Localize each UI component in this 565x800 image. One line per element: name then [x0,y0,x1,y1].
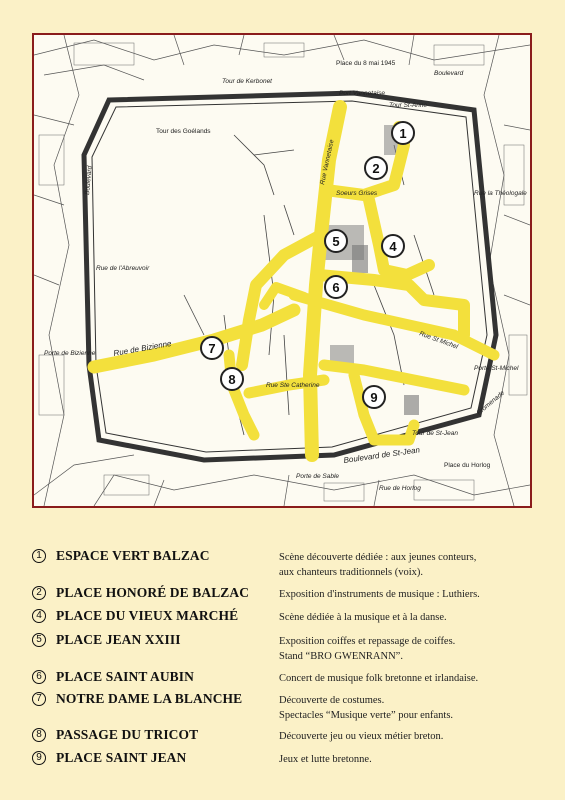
legend-number: 9 [32,751,46,765]
desc-line: Scène découverte dédiée : aux jeunes conteurs, [279,552,477,563]
legend-number: 6 [32,670,46,684]
legend-description [279,587,544,602]
label-porte-vannetaise: Port Vannetaise [339,90,386,97]
town-map [32,33,532,508]
marker-7-num: 7 [208,341,216,356]
label-porte-sable: Porte de Sable [296,473,340,480]
marker-2[interactable] [365,157,387,179]
marker-6-num: 6 [332,280,340,295]
marker-5[interactable] [325,230,347,252]
label-tour-st-anne: Tour St-Anne [389,102,428,109]
legend-description [279,752,544,767]
legend-place: PLACE SAINT JEAN [56,750,187,765]
legend-description [279,671,544,686]
legend-description [279,693,544,723]
label-promenade: Promenade [475,389,507,417]
rampart-outer [84,93,496,460]
label-rue-vannetaise: Rue Vannetaise [319,138,336,186]
desc-line: Exposition coiffes et repassage de coiffes. [279,636,456,647]
desc-line: Concert de musique folk bretonne et irlandaise. [279,673,479,684]
festival-route [94,107,494,455]
label-tour-kerbonnet: Tour de Kerbonet [222,78,272,85]
label-rue-horlog: Rue de Horlog [379,485,421,492]
label-place-horlog: Place du Horlog [444,462,491,469]
legend-number: 4 [32,609,46,623]
desc-line: Jeux et lutte bretonne. [279,754,372,765]
marker-7[interactable] [201,337,223,359]
label-rue-theologale: Rue la Théologale [474,190,527,197]
legend-description [279,634,544,664]
legend-place: PLACE HONORÉ DE BALZAC [56,585,250,600]
legend-place: PLACE DU VIEUX MARCHÉ [56,608,239,623]
marker-8[interactable] [221,368,243,390]
label-tour-goelands: Tour des Goélands [156,128,211,135]
marker-1-num: 1 [399,126,407,141]
marker-2-num: 2 [372,161,380,176]
legend-number: 8 [32,728,46,742]
desc-line: Découverte jeu ou vieux métier breton. [279,731,444,742]
marker-9-num: 9 [370,390,378,405]
legend-number: 2 [32,586,46,600]
legend-place: PLACE SAINT AUBIN [56,669,194,684]
marker-6[interactable] [325,276,347,298]
label-rue-lavoir: Rue de l'Abreuvoir [96,265,150,272]
legend-place: PLACE JEAN XXIII [56,632,181,647]
desc-line: Stand “BRO GWENRANN”. [279,651,403,662]
label-boulevard-top: Boulevard [434,70,464,77]
marker-9[interactable] [363,386,385,408]
label-porte-st-michel: Porte St-Michel [474,365,519,372]
label-rue-ste-catherine: Rue Ste Catherine [266,382,320,389]
legend-description [279,610,544,625]
label-rue-bizienne: Rue de Bizienne [112,338,173,358]
label-rue-st-michel: Rue St Michel [418,330,459,351]
map-drawing [34,35,530,506]
desc-line: Scène dédiée à la musique et à la danse. [279,612,447,623]
legend-number: 5 [32,633,46,647]
label-boulevard-bottom: Boulevard de St-Jean [343,445,421,465]
legend-place: ESPACE VERT BALZAC [56,548,210,563]
marker-1[interactable] [392,122,414,144]
marker-4[interactable] [382,235,404,257]
desc-line: aux chanteurs traditionnels (voix). [279,567,424,578]
marker-5-num: 5 [332,234,340,249]
desc-line: Exposition d'instruments de musique : Luthiers. [279,589,480,600]
label-porte-bizienne: Porte de Bizienne [44,350,96,357]
legend-description [279,550,544,580]
legend-description [279,729,544,744]
label-boulevard-left: Boulevard [84,165,94,196]
marker-4-num: 4 [389,239,397,254]
legend-number: 1 [32,549,46,563]
label-place-8mai: Place du 8 mai 1945 [336,60,396,67]
label-soeurs-grises: Soeurs Grises [336,190,378,197]
legend-place: PASSAGE DU TRICOT [56,727,199,742]
legend-number: 7 [32,692,46,706]
desc-line: Spectacles “Musique verte” pour enfants. [279,710,454,721]
desc-line: Découverte de costumes. [279,695,385,706]
street-labels [44,60,527,492]
legend-place: NOTRE DAME LA BLANCHE [56,691,243,706]
marker-8-num: 8 [228,372,236,387]
label-tour-st-jean: Tour de St-Jean [412,430,459,437]
